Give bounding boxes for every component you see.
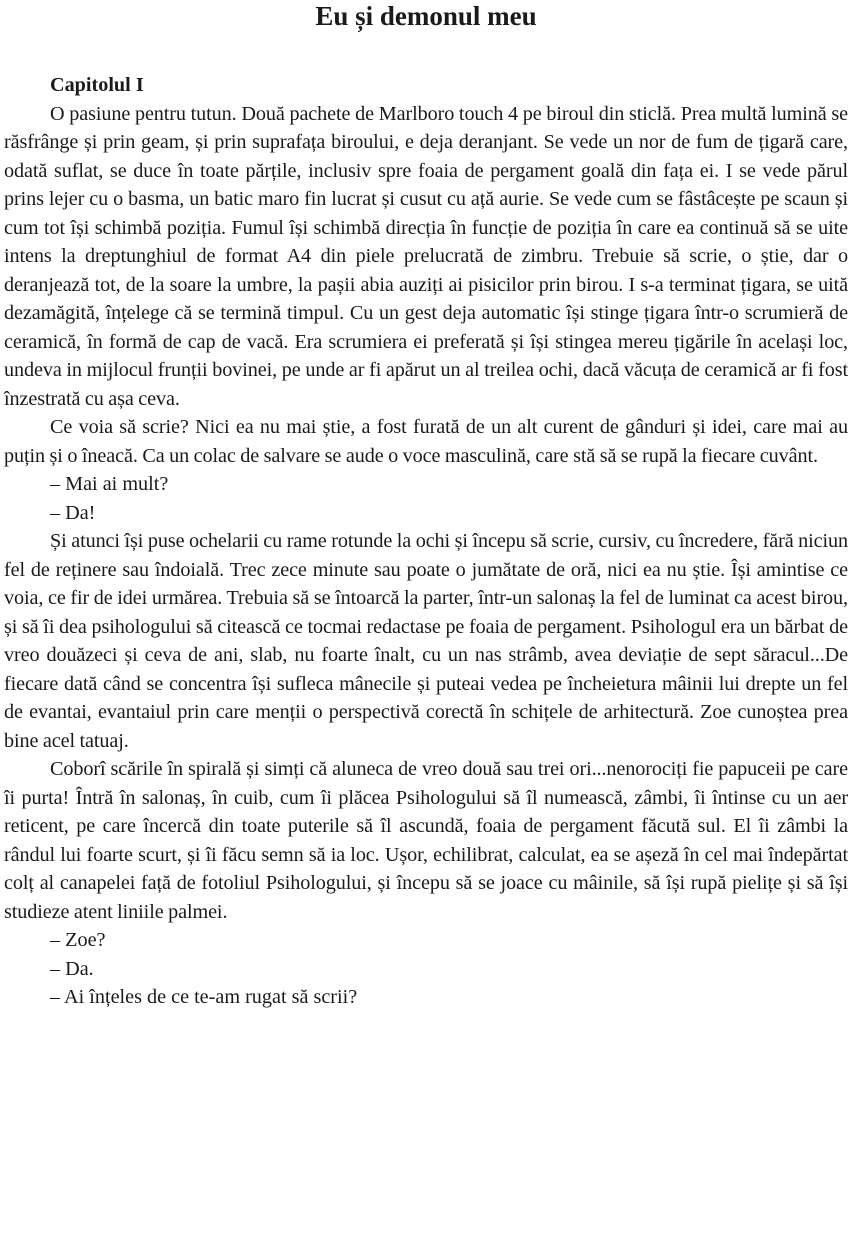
chapter-body <box>4 71 848 1012</box>
paragraph: O pasiune pentru tutun. Două pachete de Marlboro touch 4 pe biroul din sticlă. Prea multă lumină se răsfrânge și prin geam, și prin suprafața biroului, e deja deranjant. Se vede un nor de fum de țigară care, odată suflat, se duce în toate părțile, inclusiv spre foaia de pergament goală din fața ei. I se vede părul prins lejer cu o basma, un batic maro fin lucrat și cusut cu ață aurie. Se vede cum se fâstâcește pe scaun și cum tot își schimbă poziția. Fumul își schimbă direcția în funcție de poziția în care ea continuă să se uite intens la dreptunghiul de format A4 din piele prelucrată de zimbru. Trebuie să scrie, o știe, dar o deranjează tot, de la soare la umbre, la pașii abia auziți ai pisicilor prin birou. I s-a terminat țigara, se uită dezamăgită, înțelege că se termină timpul. Cu un gest deja automatic își stinge țigara într-o scrumieră de ceramică, în formă de cap de vacă. Era scrumiera ei preferată și își stingea mereu țigările în același loc, undeva in mijlocul frunții bovinei, pe unde ar fi apărut un al treilea ochi, dacă văcuța de ceramică ar fi fost înzestrată cu așa ceva. <box>4 102 848 410</box>
book-title: Eu și demonul meu <box>315 1 537 31</box>
dialogue-line: – Ai înțeles de ce te-am rugat să scrii? <box>50 986 358 1008</box>
paragraph: Și atunci își puse ochelarii cu rame rotunde la ochi și începu să scrie, cursiv, cu încredere, fără niciun fel de reținere sau îndoială. Trec zece minute sau poate o jumătate de oră, nici ea nu știe. Își amintise ce voia, ce fir de idei urmărea. Trebuia să se întoarcă la parter, într-un salonaș la fel de luminat ca acest birou, și să îi dea psihologului să citească ce tocmai redactase pe foaia de pergament. Psihologul era un bărbat de vreo douăzeci și ceva de ani, slab, nu foarte înalt, cu un nas strâmb, avea deviație de sept săracul...De fiecare dată când se concentra își sufleca mânecile și puteai vedea pe încheietura mâinii lui drepte un fel de evantai, evantaiul prin care menții o perspectivă corectă în schițele de arhitectură. Zoe cunoștea prea bine acel tatuaj. <box>4 530 848 752</box>
dialogue-line: – Zoe? <box>50 929 106 951</box>
dialogue-line: – Da! <box>50 501 96 524</box>
paragraph: Coborî scările în spirală și simți că aluneca de vreo două sau trei ori...nenorociți fie papuceii pe care îi purta! Întră în salonaș, în cuib, cum îi plăcea Psihologului să îl numească, zâmbi, îi întinse cu un aer reticent, pe care încercă din toate puterile să îl ascundă, foaia de pergament făcută sul. El îi zâmbi la rândul lui foarte scurt, și îi făcu semn să ia loc. Ușor, echilibrat, calculat, ea se așeză în cel mai îndepărtat colț al canapelei față de fotoliul Psihologului, și începu să se joace cu mâinile, să își rupă pielițe și să își studieze atent liniile palmei. <box>4 758 848 923</box>
chapter-heading: Capitolul I <box>50 74 144 96</box>
dialogue-line: – Da. <box>50 957 94 980</box>
dialogue-line: – Mai ai mult? <box>50 473 169 495</box>
paragraph: Ce voia să scrie? Nici ea nu mai știe, a fost furată de un alt curent de gânduri și idei, care mai au puțin și o îneacă. Ca un colac de salvare se aude o voce masculină, care stă să se rupă la fiecare cuvânt. <box>4 416 848 467</box>
